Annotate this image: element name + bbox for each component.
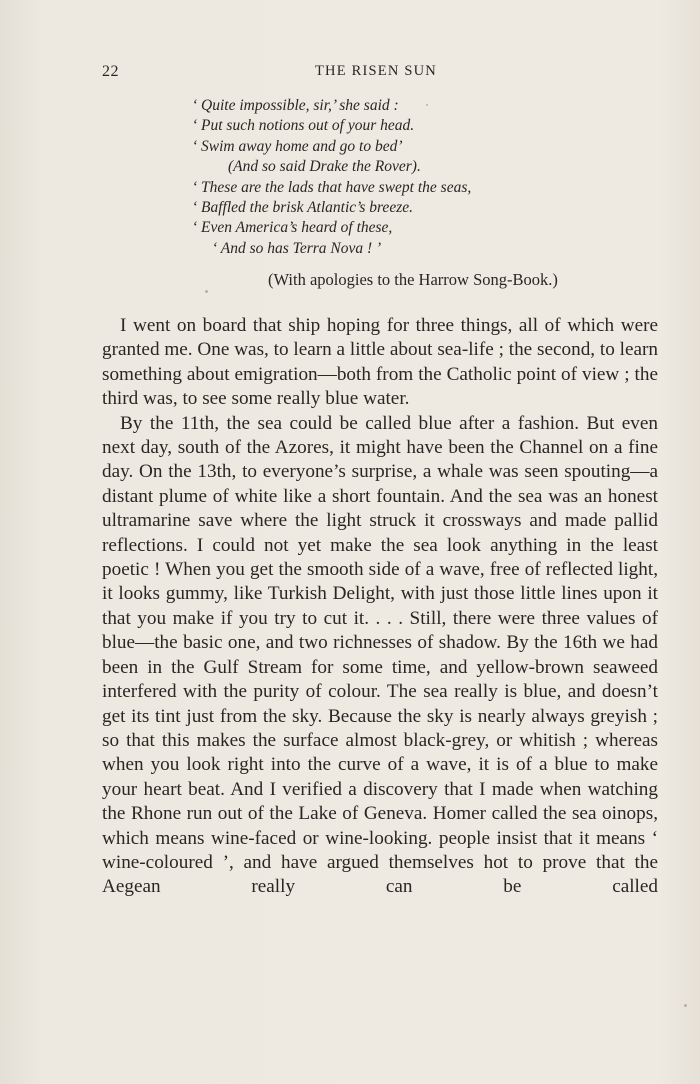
verse-line: ‘ Baffled the brisk Atlantic’s breeze.: [192, 199, 413, 217]
verse-line: (And so said Drake the Rover).: [228, 158, 421, 176]
running-title: THE RISEN SUN: [315, 63, 437, 79]
verse-line: ‘ Swim away home and go to bed’: [192, 137, 403, 155]
paper-speck: [684, 1004, 687, 1007]
verse-line: ‘ Put such notions out of your head.: [192, 117, 415, 135]
paper-speck: [205, 290, 208, 293]
verse-line: ‘ And so has Terra Nova ! ’: [212, 239, 382, 257]
paragraph: I went on board that ship hoping for three things, all of which were granted me. One was, to learn a little about sea-life ; the second, to learn something about emigration—both from the Catholic point of view ; the third was, to see some really blue water.: [102, 315, 658, 410]
page-number: 22: [102, 63, 119, 80]
verse-block: [192, 96, 592, 259]
page-header: [102, 63, 658, 83]
verse-attribution: (With apologies to the Harrow Song-Book.): [268, 270, 558, 289]
paragraph: By the 11th, the sea could be called blue after a fashion. But even next day, south of the Azores, it might have been the Channel on a fine day. On the 13th, to everyone’s surprise, a whale was seen spouting—a distant plume of white like a short fountain. And the sea was an honest ultramarine save where the light struck it crossways and made pallid reflections. I could not yet make the sea look anything in the least poetic ! When you get the smooth side of a wave, free of reflected light, it looks gummy, like Turkish Delight, with just those little lines upon it that you make if you try to cut it. . . . Still, there were three values of blue—the basic one, and two richnesses of shadow. By the 16th we had been in the Gulf Stream for some time, and yellow-brown seaweed interfered with the purity of colour. The sea really is blue, and doesn’t get its tint just from the sky. Because the sky is nearly always greyish ; so that this makes the surface almost black-grey, or whitish ; whereas when you look right into the curve of a wave, it is of a blue to make your heart beat. And I verified a discovery that I made when watching the Rhone run out of the Lake of Geneva. Homer called the sea oinops, which means wine-faced or wine-looking. people insist that it means ‘ wine-coloured ’, and have argued themselves hot to prove that the Aegean really can be called: [102, 412, 658, 898]
verse-line: ‘ Even America’s heard of these,: [192, 219, 393, 237]
body-text: [102, 314, 658, 900]
verse-line: ‘ These are the lads that have swept the seas,: [192, 178, 472, 196]
verse-line: ‘ Quite impossible, sir,’ she said :: [192, 97, 399, 114]
paper-speck: [426, 104, 428, 106]
